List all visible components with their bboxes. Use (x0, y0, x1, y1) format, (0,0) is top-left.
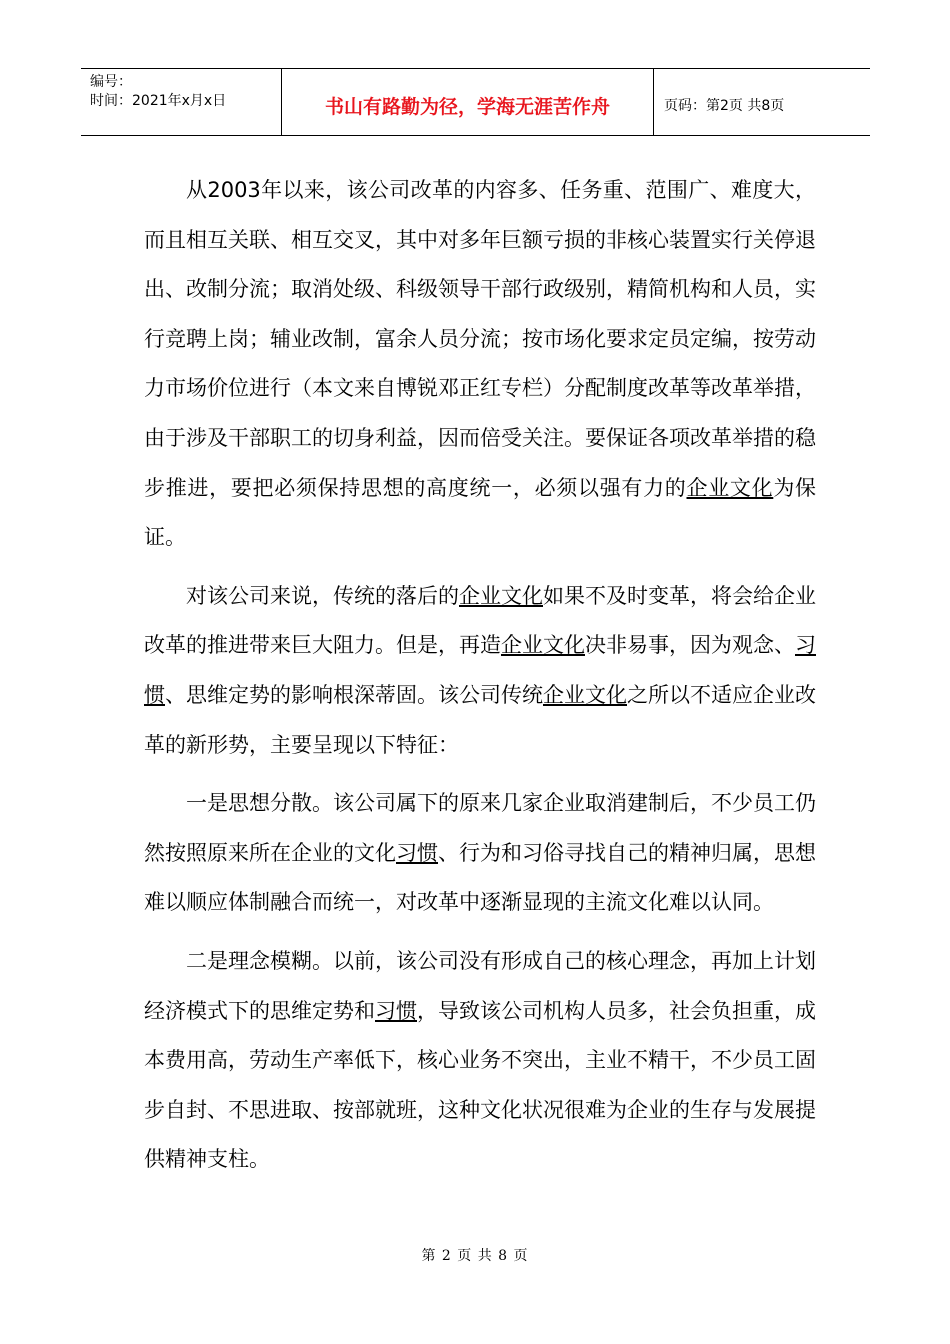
body-paragraph (144, 937, 816, 1185)
underlined-term: 企业文化 (543, 682, 627, 707)
document-body (144, 166, 816, 1194)
header-meta-cell (81, 69, 281, 135)
underlined-term: 习惯 (375, 998, 417, 1023)
body-paragraph (144, 166, 816, 563)
code-label: 编号： (90, 74, 132, 90)
paragraph-text: 如果不及时变革，将会给企业改革的推进带来巨大阻力。但是，再造 (144, 583, 816, 658)
footer-page-number: 第 2 页 共 8 页 (421, 1248, 529, 1264)
paragraph-text: 一是思想分散。该公司属下的原来几家企业取消建制后，不少员工仍然按照原来所在企业的文化 (144, 791, 816, 865)
date-label: 时间：2021年x月x日 (90, 93, 227, 109)
paragraph-text: 为保证。 (144, 475, 817, 550)
body-paragraph (144, 572, 816, 770)
paragraph-text: 二是理念模糊。以前，该公司没有形成自己的核心理念，再加上计划经济模式下的思维定势和 (144, 948, 816, 1023)
paragraph-text: 、行为和习俗寻找自己的精神归属，思想难以顺应体制融合而统一，对改革中逐渐显现的主流文化难以认同。 (144, 840, 816, 915)
page-footer (0, 1245, 950, 1265)
paragraph-text: 从2003年以来，该公司改革的内容多、任务重、范围广、难度大，而且相互关联、相互交叉，其中对多年巨额亏损的非核心装置实行关停退出、改制分流；取消处级、科级领导干部行政级别，精简机构和人员，实行竞聘上岗；辅业改制，富余人员分流；按市场化要求定员定编，按劳动力市场价位进行（本文来自博锐邓正红专栏）分配制度改革等改革举措，由于涉及干部职工的切身利益，因而倍受关注。要保证各项改革举措的稳步推进，要把必须保持思想的高度统一，必须以强有力的 (144, 178, 816, 500)
underlined-term: 企业文化 (501, 633, 585, 658)
header-page-cell (654, 69, 870, 135)
paragraph-text: 之所以不适应企业改革的新形势，主要呈现以下特征： (144, 682, 816, 757)
header-table (81, 68, 870, 136)
page-number-label: 页码：第2页 共8页 (664, 98, 785, 114)
paragraph-text: 对该公司来说，传统的落后的 (186, 583, 459, 608)
underlined-term: 企业文化 (686, 475, 774, 500)
underlined-term: 企业文化 (459, 583, 543, 608)
paragraph-text: 决非易事，因为观念、 (585, 633, 795, 658)
paragraph-text: ，导致该公司机构人员多，社会负担重，成本费用高，劳动生产率低下，核心业务不突出，主业不精干，不少员工固步自封、不思进取、按部就班，这种文化状况很难为企业的生存与发展提供精神支柱。 (144, 998, 816, 1172)
header-motto-cell (281, 69, 654, 135)
underlined-term: 习惯 (396, 840, 438, 865)
motto-text: 书山有路勤为径，学海无涯苦作舟 (324, 95, 610, 118)
underlined-term: 习惯 (144, 633, 816, 707)
paragraph-text: 、思维定势的影响根深蒂固。该公司传统 (165, 682, 543, 707)
body-paragraph (144, 779, 816, 928)
